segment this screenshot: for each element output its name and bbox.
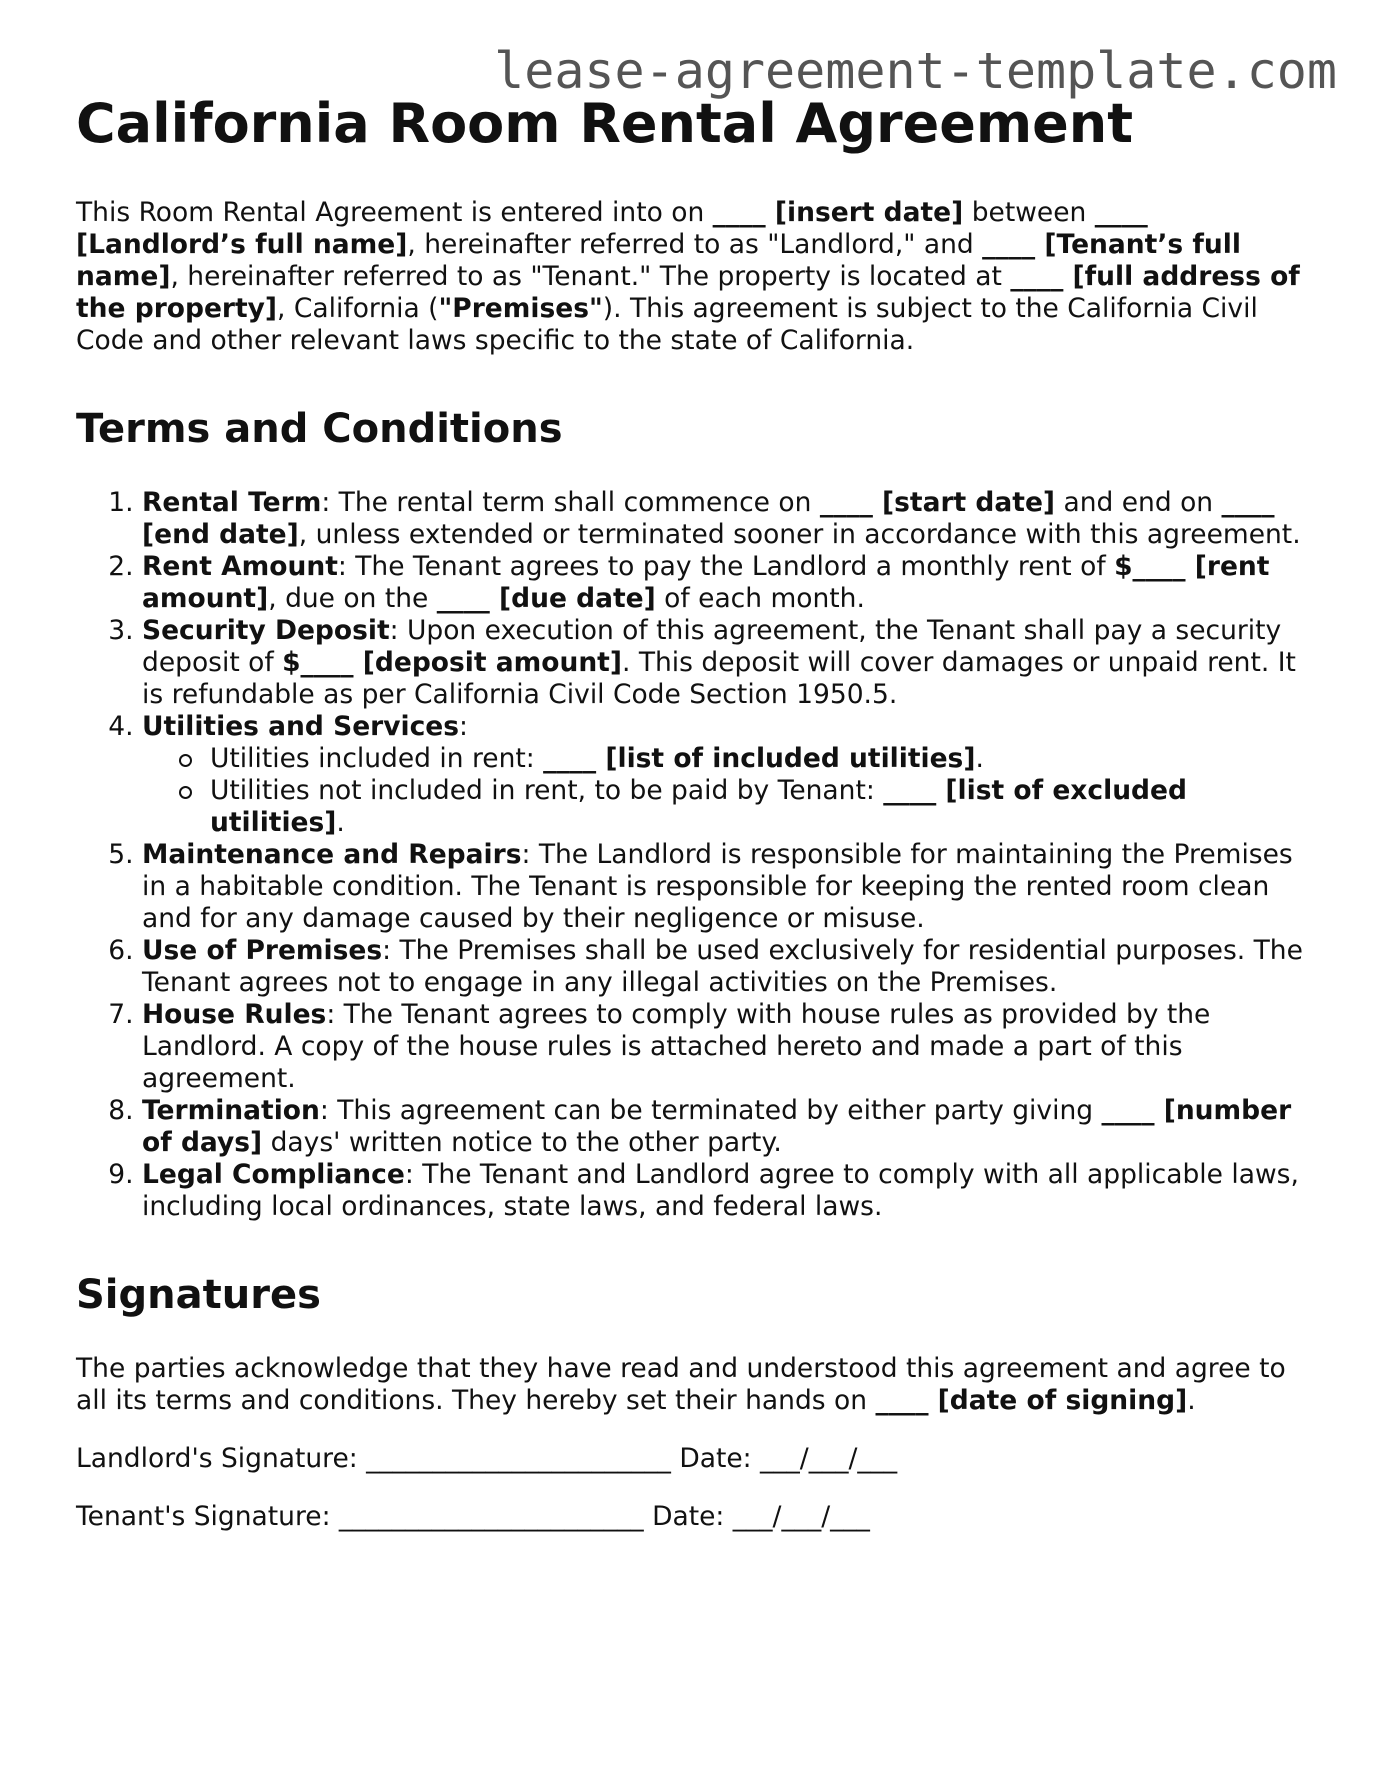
term-text: : The Tenant agrees to comply with house rules as provided by the Landlord. A copy of the house rules is attached hereto and made a part of this agreement. xyxy=(142,998,1211,1094)
term-termination xyxy=(142,1095,1306,1159)
term-text: : The Landlord is responsible for maintaining the Premises in a habitable condition. The Tenant is responsible for keeping the rented room clean and for any damage caused by their negligence or misuse. xyxy=(142,838,1293,934)
term-maintenance xyxy=(142,839,1306,935)
term-rent-amount xyxy=(142,551,1306,615)
term-text: : The Tenant agrees to pay the Landlord a monthly rent of xyxy=(337,550,1115,582)
term-text: : The rental term shall commence on xyxy=(321,486,820,518)
due-date-placeholder: ____ [due date] xyxy=(436,582,656,614)
landlord-name-placeholder: ____ [Landlord’s full name] xyxy=(76,196,1148,260)
term-security-deposit xyxy=(142,615,1306,711)
term-text: : Upon execution of this agreement, the Tenant shall pay a security deposit of xyxy=(142,614,1282,678)
term-text: . xyxy=(975,742,984,774)
term-text: of each month. xyxy=(655,582,865,614)
term-text: : xyxy=(459,710,468,742)
term-text: days' written notice to the other party. xyxy=(262,1126,782,1158)
term-text: . xyxy=(336,806,345,838)
term-house-rules xyxy=(142,999,1306,1095)
term-use-of-premises xyxy=(142,935,1306,999)
term-text: . This deposit will cover damages or unpaid rent. It is refundable as per California Civil Code Section 1950.5. xyxy=(142,646,1296,710)
terms-list xyxy=(76,487,1306,1223)
start-date-placeholder: ____ [start date] xyxy=(819,486,1056,518)
tenant-signature-line: Tenant's Signature: _______________________ Date: ___/___/___ xyxy=(76,1500,870,1532)
term-label: Utilities and Services xyxy=(142,710,460,742)
intro-text: , hereinafter referred to as "Landlord," and xyxy=(407,228,983,260)
intro-text: , California ( xyxy=(277,292,439,324)
rent-amount-placeholder: $____ [rent amount] xyxy=(142,550,1270,614)
term-label: Termination xyxy=(142,1094,320,1126)
terms-heading: Terms and Conditions xyxy=(76,405,563,452)
utilities-excluded-item xyxy=(210,775,1306,839)
term-text: , due on the xyxy=(268,582,437,614)
term-text: Utilities not included in rent, to be paid by Tenant: xyxy=(210,774,884,806)
ack-text: The parties acknowledge that they have read and understood this agreement and agree to all its terms and conditions. They hereby set their hands on xyxy=(76,1352,1286,1416)
signatures-heading: Signatures xyxy=(76,1271,321,1318)
term-text: Utilities included in rent: xyxy=(210,742,544,774)
term-label: Rental Term xyxy=(142,486,322,518)
intro-text: This Room Rental Agreement is entered into on xyxy=(76,196,713,228)
property-address-placeholder: ____ [full address of the property] xyxy=(76,260,1300,324)
term-label: Legal Compliance xyxy=(142,1158,405,1190)
insert-date-placeholder: ____ [insert date] xyxy=(712,196,964,228)
term-text: and end on xyxy=(1055,486,1222,518)
intro-text: ). This agreement is subject to the California Civil Code and other relevant laws specific to the state of California. xyxy=(76,292,1258,356)
term-label: Use of Premises xyxy=(142,934,383,966)
term-text: : The Tenant and Landlord agree to comply with all applicable laws, including local ordinances, state laws, and federal laws. xyxy=(142,1158,1299,1222)
term-legal-compliance xyxy=(142,1159,1306,1223)
term-text: : The Premises shall be used exclusively for residential purposes. The Tenant agrees not to engage in any illegal activities on the Premises. xyxy=(142,934,1303,998)
landlord-signature-line: Landlord's Signature: _______________________ Date: ___/___/___ xyxy=(76,1442,898,1474)
included-utilities-placeholder: ____ [list of included utilities] xyxy=(543,742,976,774)
intro-paragraph xyxy=(76,197,1306,357)
number-of-days-placeholder: ____ [number of days] xyxy=(142,1094,1292,1158)
document-page xyxy=(76,92,1306,1559)
term-label: Maintenance and Repairs xyxy=(142,838,522,870)
term-label: Security Deposit xyxy=(142,614,390,646)
deposit-amount-placeholder: $____ [deposit amount] xyxy=(282,646,622,678)
signing-date-placeholder: ____ [date of signing] xyxy=(875,1384,1188,1416)
ack-text: . xyxy=(1187,1384,1196,1416)
watermark: lease-agreement-template.com xyxy=(494,42,1337,100)
page-title: California Room Rental Agreement xyxy=(76,92,1134,155)
excluded-utilities-placeholder: ____ [list of excluded utilities] xyxy=(210,774,1187,838)
term-utilities xyxy=(142,711,1306,839)
acknowledgement-paragraph xyxy=(76,1353,1306,1417)
term-label: Rent Amount xyxy=(142,550,338,582)
premises-term: "Premises" xyxy=(438,292,603,324)
intro-text: between xyxy=(963,196,1095,228)
end-date-placeholder: ____ [end date] xyxy=(142,486,1275,550)
utilities-list xyxy=(142,743,1306,839)
tenant-name-placeholder: ____ [Tenant’s full name] xyxy=(76,228,1241,292)
utilities-included-item xyxy=(210,743,1306,775)
term-label: House Rules xyxy=(142,998,327,1030)
intro-text: , hereinafter referred to as "Tenant." The property is located at xyxy=(170,260,1011,292)
term-text: , unless extended or terminated sooner in accordance with this agreement. xyxy=(298,518,1301,550)
term-rental-term xyxy=(142,487,1306,551)
term-text: : This agreement can be terminated by either party giving xyxy=(319,1094,1102,1126)
